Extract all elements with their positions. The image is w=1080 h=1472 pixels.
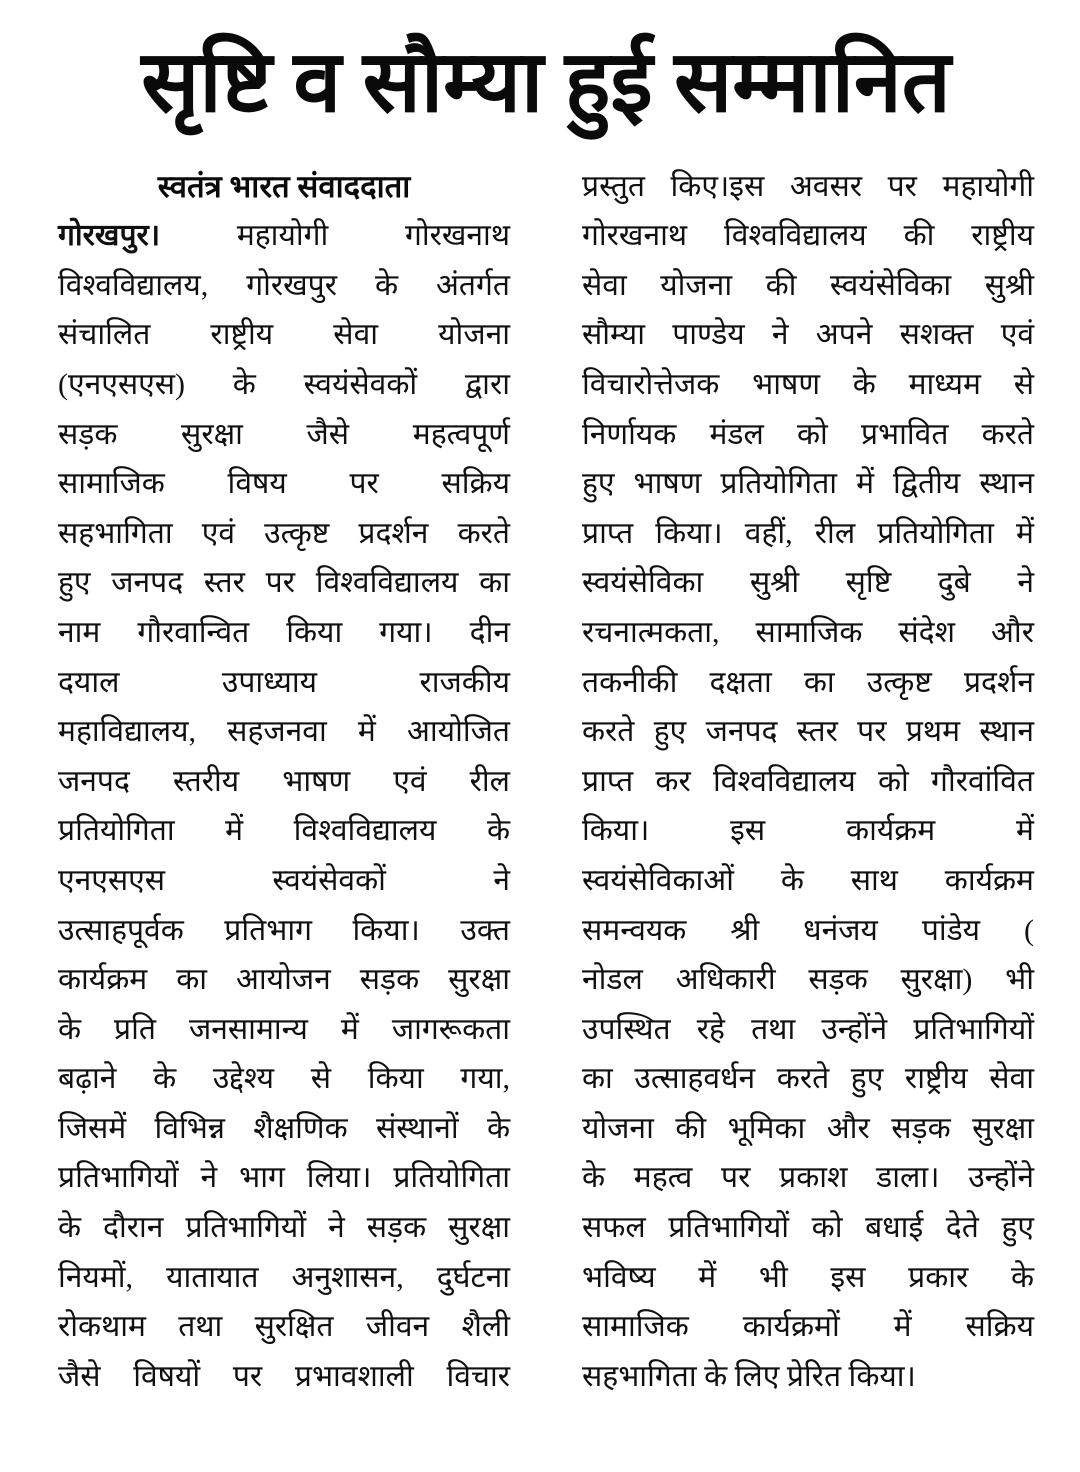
- article-line: रोकथाम तथा सुरक्षित जीवन शैली: [58, 1310, 510, 1344]
- article-line: नियमों, यातायात अनुशासन, दुर्घटना: [58, 1260, 510, 1294]
- article-line: (एनएसएस) के स्वयंसेवकों द्वारा: [58, 367, 510, 401]
- article-line: प्रतिभागियों ने भाग लिया। प्रतियोगिता: [58, 1161, 510, 1195]
- article-line: के प्रति जनसामान्य में जागरूकता: [58, 1012, 510, 1046]
- article-line: किया। इस कार्यक्रम में: [582, 814, 1034, 848]
- dateline-line: [58, 211, 510, 261]
- article-line: उत्साहपूर्वक प्रतिभाग किया। उक्त: [58, 913, 510, 947]
- article-line: महाविद्यालय, सहजनवा में आयोजित: [58, 715, 510, 749]
- article-line: जिसमें विभिन्न शैक्षणिक संस्थानों के: [58, 1111, 510, 1145]
- article-line: एनएसएस स्वयंसेवकों ने: [58, 863, 510, 897]
- article-line: प्रतियोगिता में विश्वविद्यालय के: [58, 814, 510, 848]
- byline: स्वतंत्र भारत संवाददाता: [157, 168, 411, 204]
- article-headline: सृष्टि व सौम्या हुई सम्मानित: [141, 34, 951, 130]
- column-right: [582, 162, 1034, 1402]
- article-line: सहभागिता एवं उत्कृष्ट प्रदर्शन करते: [58, 516, 510, 550]
- article-line: प्रस्तुत किए।इस अवसर पर महायोगी: [582, 169, 1034, 203]
- lead-text: महायोगी गोरखनाथ: [236, 219, 510, 253]
- right-column-lines: [582, 162, 1034, 1402]
- article-line: का उत्साहवर्धन करते हुए राष्ट्रीय सेवा: [582, 1062, 1034, 1096]
- article-line: प्राप्त किया। वहीं, रील प्रतियोगिता में: [582, 516, 1034, 550]
- article-line: सामाजिक कार्यक्रमों में सक्रिय: [582, 1310, 1034, 1344]
- dateline: गोरखपुर।: [58, 219, 161, 253]
- article-line: उपस्थित रहे तथा उन्होंने प्रतिभागियों: [582, 1012, 1034, 1046]
- article-line: स्वयंसेविका सुश्री सृष्टि दुबे ने: [582, 566, 1034, 600]
- article-line: निर्णायक मंडल को प्रभावित करते: [582, 417, 1034, 451]
- article-line: जैसे विषयों पर प्रभावशाली विचार: [58, 1359, 510, 1393]
- article-line: भविष्य में भी इस प्रकार के: [582, 1260, 1034, 1294]
- article-line: रचनात्मकता, सामाजिक संदेश और: [582, 615, 1034, 649]
- article-line: जनपद स्तरीय भाषण एवं रील: [58, 764, 510, 798]
- article-line: सड़क सुरक्षा जैसे महत्वपूर्ण: [58, 417, 510, 451]
- article-line: कार्यक्रम का आयोजन सड़क सुरक्षा: [58, 963, 510, 997]
- article-line: संचालित राष्ट्रीय सेवा योजना: [58, 318, 510, 352]
- article-line: समन्वयक श्री धनंजय पांडेय (: [582, 913, 1034, 947]
- article-line: विचारोत्तेजक भाषण के माध्यम से: [582, 367, 1034, 401]
- article-line: सहभागिता के लिए प्रेरित किया।: [582, 1359, 916, 1393]
- article-line: गोरखनाथ विश्वविद्यालय की राष्ट्रीय: [582, 219, 1034, 253]
- article-line: स्वयंसेविकाओं के साथ कार्यक्रम: [582, 863, 1034, 897]
- article-line: विश्वविद्यालय, गोरखपुर के अंतर्गत: [58, 268, 510, 302]
- article-line: सामाजिक विषय पर सक्रिय: [58, 467, 510, 501]
- article-line: योजना की भूमिका और सड़क सुरक्षा: [582, 1111, 1034, 1145]
- article-line: के महत्व पर प्रकाश डाला। उन्होंने: [582, 1161, 1034, 1195]
- article-line: नाम गौरवान्वित किया गया। दीन: [58, 615, 510, 649]
- left-column-lines: [58, 261, 510, 1402]
- article-line: प्राप्त कर विश्वविद्यालय को गौरवांवित: [582, 764, 1034, 798]
- article-body: [58, 162, 1034, 1402]
- article-line: सौम्या पाण्डेय ने अपने सशक्त एवं: [582, 318, 1034, 352]
- article-line: नोडल अधिकारी सड़क सुरक्षा) भी: [582, 963, 1034, 997]
- article-line: सेवा योजना की स्वयंसेविका सुश्री: [582, 268, 1034, 302]
- article-line: दयाल उपाध्याय राजकीय: [58, 665, 510, 699]
- article-line: सफल प्रतिभागियों को बधाई देते हुए: [582, 1211, 1034, 1245]
- article-line: हुए भाषण प्रतियोगिता में द्वितीय स्थान: [582, 467, 1034, 501]
- article-line: करते हुए जनपद स्तर पर प्रथम स्थान: [582, 715, 1034, 749]
- article-line: बढ़ाने के उद्देश्य से किया गया,: [58, 1062, 510, 1096]
- column-left: [58, 162, 510, 1402]
- article-line: तकनीकी दक्षता का उत्कृष्ट प्रदर्शन: [582, 665, 1034, 699]
- article-line: के दौरान प्रतिभागियों ने सड़क सुरक्षा: [58, 1211, 510, 1245]
- article-line: हुए जनपद स्तर पर विश्वविद्यालय का: [58, 566, 510, 600]
